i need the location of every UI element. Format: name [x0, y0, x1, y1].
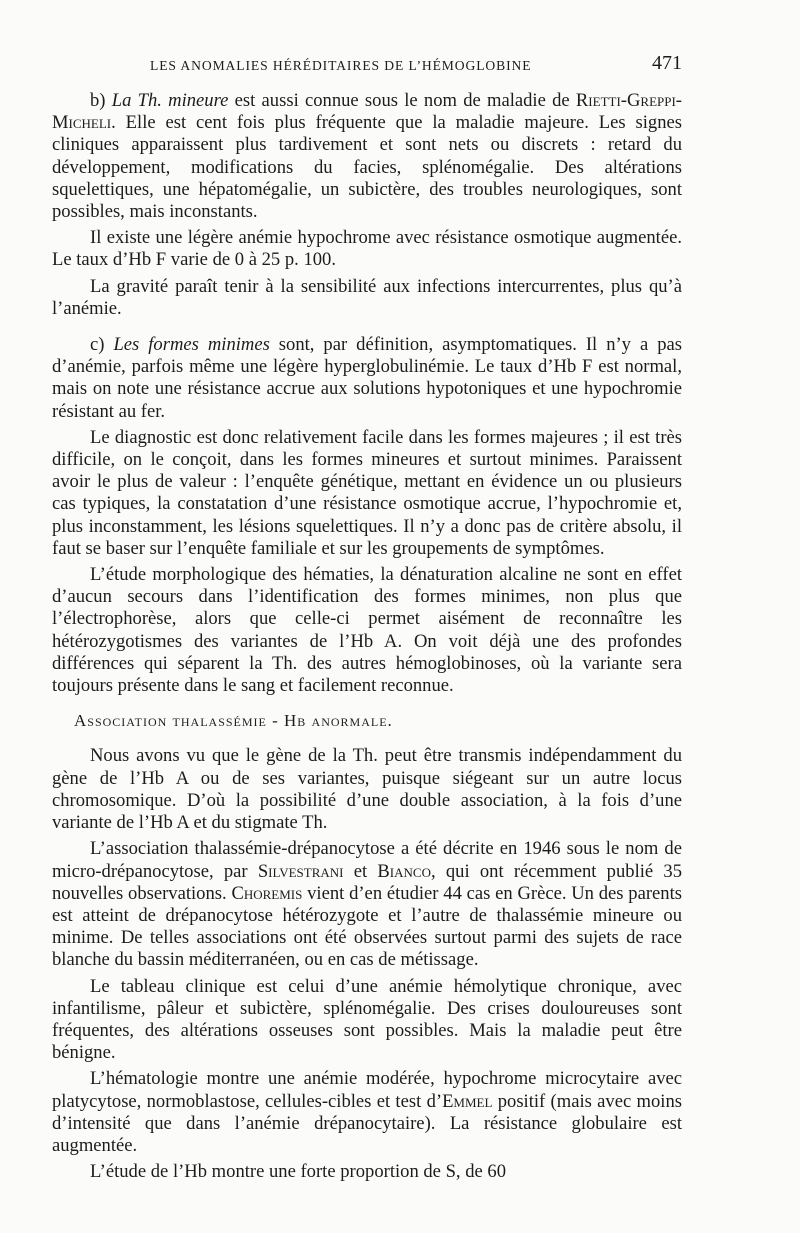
page-header: [52, 54, 682, 76]
text-span: . Elle est cent fois plus fréquente que la maladie majeure. Les signes cliniques apparaissent plus tardivement et sont nets ou discrets : retard du développement, modifications du facies, splénomégalie. Des altérations squelettiques, une hépatomégalie, un subictère, des troubles neurologiques, sont possibles, mais inconstants.: [52, 112, 682, 223]
paragraph-etude-morphologique: L’étude morphologique des hématies, la dénaturation alcaline ne sont en effet d’aucun secours dans l’identification des formes minimes, non plus que l’électrophorèse, alors que celle-ci permet aisément de reconnaître les hétérozygotismes des variantes de l’Hb A. On voit déjà une des profondes différences qui séparent la Th. des autres hémoglobinoses, où la variante sera toujours présente dans le sang et facilement reconnue.: [52, 564, 682, 697]
text-span: est aussi connue sous le nom de maladie de: [228, 90, 576, 111]
term-formes-minimes: Les formes minimes: [113, 334, 270, 356]
paragraph-gravite: La gravité paraît tenir à la sensibilité aux infections intercurrentes, plus qu’à l’anémie.: [52, 275, 682, 319]
section-heading: Association thalassémie - Hb anormale.: [74, 711, 393, 731]
paragraph-hematologie: [52, 1068, 682, 1157]
text-span: L’association thalassémie-drépanocytose a été décrite en 1946 sous le nom de micro-drépanocytose, par: [52, 838, 682, 882]
term-th-mineure: La Th. mineure: [111, 90, 229, 111]
author-name: Bianco: [377, 860, 431, 882]
paragraph-etude-hb: L’étude de l’Hb montre une forte proportion de S, de 60: [90, 1161, 507, 1183]
text-span: , qui ont récemment publié 35 nouvelles observations.: [52, 860, 682, 904]
paragraph-diagnostic: Le diagnostic est donc relativement facile dans les formes majeures ; il est très difficile, on le conçoit, dans les formes mineures et surtout minimes. Paraissent avoir le plus de valeur : l’enquête génétique, mettant en évidence un ou plusieurs cas typiques, la constatation d’une résistance osmotique accrue, l’hypochromie et, plus inconstamment, les lésions squelettiques. Il n’y a donc pas de critère absolu, il faut se baser sur l’enquête familiale et sur les groupements de symptômes.: [52, 426, 682, 559]
page-number: 471: [652, 52, 682, 74]
spacer: [52, 324, 682, 334]
author-name: Rietti-Greppi-Micheli: [52, 90, 682, 134]
paragraph-formes-minimes: [52, 334, 682, 423]
paragraph-transmission: Nous avons vu que le gène de la Th. peut être transmis indépendamment du gène de l’Hb A ou de ses variantes, puisque siégeant sur un autre locus chromosomique. D’où la possibilité d’une double association, à la fois d’une variante de l’Hb A et du stigmate Th.: [52, 745, 682, 834]
paragraph-tableau-clinique: Le tableau clinique est celui d’une anémie hémolytique chronique, avec infantilisme, pâleur et subictère, splénomégalie. Des crises douloureuses sont fréquentes, des altérations osseuses sont possibles. Mais la maladie peut être bénigne.: [52, 975, 682, 1064]
text-span: positif (mais avec moins d’intensité que dans l’anémie drépanocytaire). La résistance globulaire est augmentée.: [52, 1090, 683, 1156]
running-title: LES ANOMALIES HÉRÉDITAIRES DE L’HÉMOGLOBINE: [150, 58, 532, 73]
body-text: [52, 90, 682, 1187]
author-name: Emmel: [442, 1090, 493, 1112]
list-label-c: c): [90, 334, 105, 356]
text-span: et: [343, 860, 378, 882]
author-name: Silvestrani: [257, 860, 344, 882]
text-span: sont, par définition, asymptomatiques. Il n’y a pas d’anémie, parfois même une légère hyperglobulinémie. Le taux d’Hb F est normal, mais on note une résistance accrue aux solutions hypotoniques et une hypochromie résistant au fer.: [52, 334, 682, 422]
paragraph-th-mineure: [52, 90, 682, 223]
paragraph-anemie: Il existe une légère anémie hypochrome avec résistance osmotique augmentée. Le taux d’Hb F varie de 0 à 25 p. 100.: [52, 227, 682, 271]
list-label-b: b): [90, 90, 106, 111]
text-span: L’hématologie montre une anémie modérée, hypochrome microcytaire avec platycytose, normoblastose, cellules-cibles et test d’: [52, 1068, 682, 1112]
author-name: Choremis: [231, 882, 303, 904]
paragraph-association: [52, 838, 682, 971]
text-span: vient d’en étudier 44 cas en Grèce. Un des parents est atteint de drépanocytose hétérozygote et l’autre de thalassémie mineure ou minime. De telles associations ont été observées surtout parmi des sujets de race blanche du bassin méditerranéen, ou en cas de métissage.: [52, 882, 682, 971]
